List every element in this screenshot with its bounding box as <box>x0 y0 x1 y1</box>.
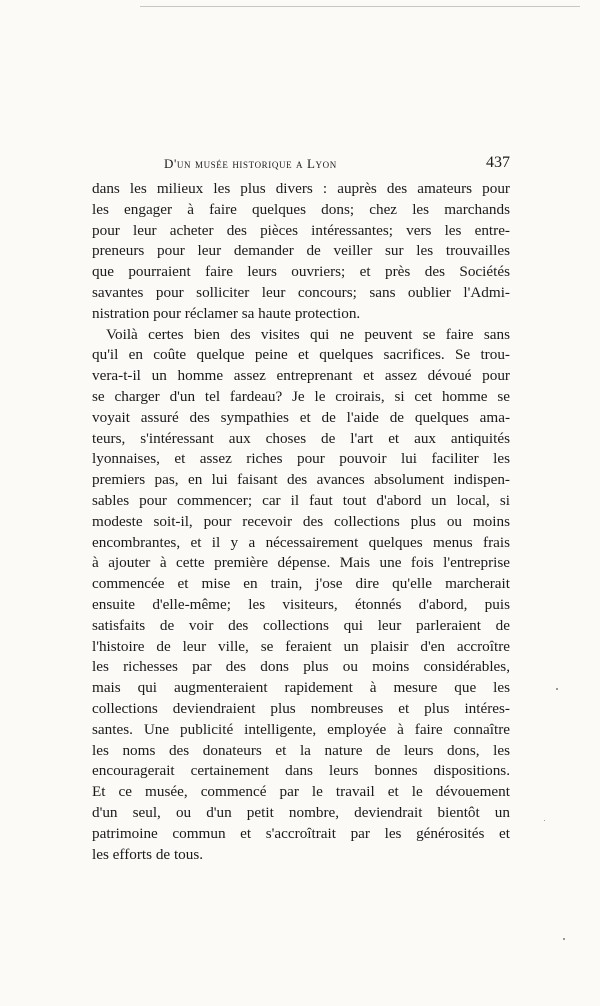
text-line: santes. Une publicité intelligente, employée à faire connaître <box>92 720 510 738</box>
paper-speck <box>556 688 558 690</box>
text-line: teurs, s'intéressant aux choses de l'art et aux antiquités <box>92 429 510 447</box>
text-line: satisfaits de voir des collections qui leur parleraient de <box>92 616 510 634</box>
text-line: d'un seul, ou d'un petit nombre, deviendrait bientôt un <box>92 803 510 821</box>
text-line: lyonnaises, et assez riches pour pouvoir lui faciliter les <box>92 450 510 468</box>
text-line: les engager à faire quelques dons; chez les marchands <box>92 200 510 218</box>
text-line: patrimoine commun et s'accroîtrait par les générosités et <box>92 824 510 842</box>
text-line: savantes pour solliciter leur concours; sans oublier l'Admi- <box>92 283 510 301</box>
text-line: sables pour commencer; car il faut tout d'abord un local, si <box>92 491 510 509</box>
text-line: vera-t-il un homme assez entreprenant et assez dévoué pour <box>92 367 510 385</box>
text-line: collections deviendraient plus nombreuses et plus intéres- <box>92 699 510 717</box>
text-line: qu'il en coûte quelque peine et quelques sacrifices. Se trou- <box>92 346 510 364</box>
paragraph-2 <box>92 325 510 866</box>
text-line: modeste soit-il, pour recevoir des collections plus ou moins <box>92 512 510 530</box>
text-line: à ajouter à cette première dépense. Mais une fois l'entreprise <box>92 554 510 572</box>
text-line: dans les milieux les plus divers : auprès des amateurs pour <box>92 180 510 197</box>
paper-speck <box>563 938 565 940</box>
text-line: mais qui augmenteraient rapidement à mesure que les <box>92 679 510 697</box>
text-line: premiers pas, en lui faisant des avances absolument indispen- <box>92 471 510 489</box>
text-line: Et ce musée, commencé par le travail et le dévouement <box>92 783 510 801</box>
text-line: nistration pour réclamer sa haute protection. <box>92 304 361 322</box>
paper-speck <box>544 820 545 821</box>
text-line: se charger d'un tel fardeau? Je le croirais, si cet homme se <box>92 387 510 405</box>
top-edge-rule <box>140 6 580 7</box>
text-line: pour leur acheter des pièces intéressantes; vers les entre- <box>92 221 510 239</box>
text-line: encombrantes, et il y a nécessairement quelques menus frais <box>92 533 510 551</box>
page-number: 437 <box>486 154 510 171</box>
text-line: Voilà certes bien des visites qui ne peuvent se faire sans <box>106 325 510 343</box>
body-text <box>92 179 510 865</box>
running-title: D'un musée historique a Lyon <box>164 156 337 171</box>
page-header <box>92 156 510 176</box>
text-line: voyait assuré des sympathies et de l'aide de quelques ama- <box>92 408 510 426</box>
text-line: les richesses par des dons plus ou moins considérables, <box>92 658 510 676</box>
text-line: encouragerait certainement dans leurs bonnes dispositions. <box>92 762 510 780</box>
text-line: que pourraient faire leurs ouvriers; et près des Sociétés <box>92 263 510 281</box>
paragraph-1 <box>92 179 510 325</box>
text-line: les noms des donateurs et la nature de leurs dons, les <box>92 741 510 759</box>
text-line: preneurs pour leur demander de veiller sur les trouvailles <box>92 242 510 260</box>
text-line: ensuite d'elle-même; les visiteurs, étonnés d'abord, puis <box>92 595 510 613</box>
text-line: commencée et mise en train, j'ose dire qu'elle marcherait <box>92 575 510 593</box>
text-line: l'histoire de leur ville, se feraient un plaisir d'en accroître <box>92 637 510 655</box>
text-line: les efforts de tous. <box>92 845 204 863</box>
